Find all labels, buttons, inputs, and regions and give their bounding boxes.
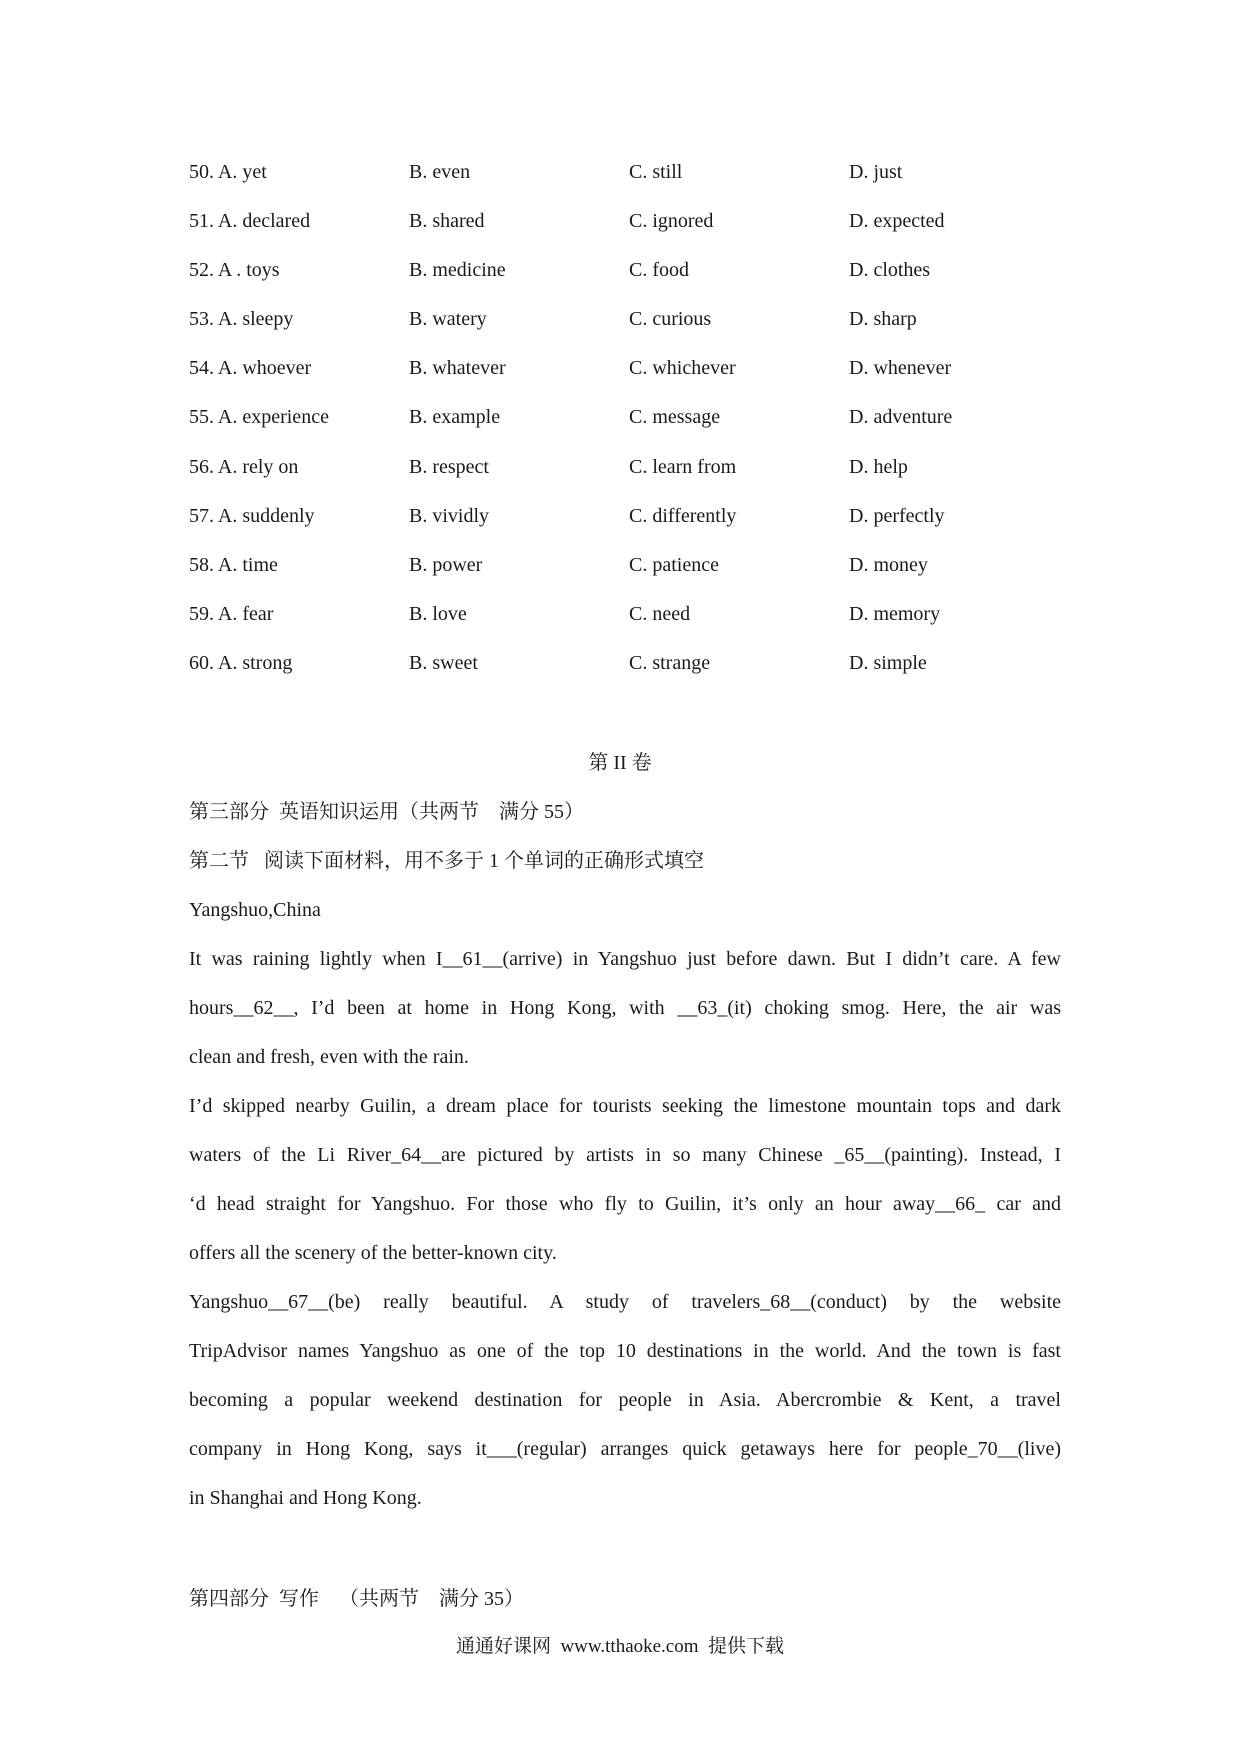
question-row [189,258,1069,307]
option-c: C. learn from [629,455,737,478]
option-d: D. whenever [849,357,952,380]
option-c: C. strange [629,651,711,674]
option-d: D. perfectly [849,504,945,527]
option-b: B. whatever [409,357,506,380]
passage-line: offers all the scenery of the better-known city. [189,1242,557,1264]
option-a: 55. A. experience [189,406,329,429]
passage-line: clean and fresh, even with the rain. [189,1046,469,1068]
option-d: D. money [849,553,928,576]
option-a: 53. A. sleepy [189,308,294,331]
option-b: B. watery [409,308,487,331]
option-b: B. love [409,602,467,625]
option-c: C. need [629,602,691,625]
option-c: C. ignored [629,210,714,233]
option-a: 52. A . toys [189,259,280,282]
question-row [189,160,1069,209]
passage-line: ‘d head straight for Yangshuo. For those who fly to Guilin, it’s only an hour away__66_ car and [189,1193,1061,1215]
volume-title: 第 II 卷 [588,752,652,774]
question-row [189,405,1069,454]
question-row [189,651,1069,700]
option-d: D. simple [849,651,927,674]
option-a: 60. A. strong [189,651,293,674]
option-c: C. food [629,259,689,282]
option-d: D. sharp [849,308,917,331]
option-c: C. whichever [629,357,736,380]
passage-line: in Shanghai and Hong Kong. [189,1487,422,1509]
option-a: 57. A. suddenly [189,504,315,527]
passage [189,935,1061,1523]
passage-line: It was raining lightly when I__61__(arrive) in Yangshuo just before dawn. But I didn’t care. A few [189,948,1061,970]
option-b: B. even [409,161,471,183]
part4-heading: 第四部分 写作 （共两节 满分 35） [189,1588,524,1610]
footer-watermark: 通通好课网 www.tthaoke.com 提供下载 [455,1636,785,1657]
answer-options [189,160,1069,700]
section2-heading: 第二节 阅读下面材料，用不多于 1 个单词的正确形式填空 [189,850,704,872]
option-b: B. sweet [409,651,478,674]
option-c: C. still [629,161,683,183]
question-row [189,455,1069,504]
question-row [189,602,1069,651]
option-c: C. curious [629,308,712,331]
option-a: 59. A. fear [189,602,274,625]
passage-line: becoming a popular weekend destination for people in Asia. Abercrombie & Kent, a travel [189,1389,1061,1411]
section-headings [189,788,1061,935]
option-a: 56. A. rely on [189,455,299,478]
option-c: C. message [629,406,721,429]
question-row [189,307,1069,356]
option-b: B. power [409,553,483,576]
option-b: B. shared [409,210,485,233]
option-d: D. expected [849,210,945,233]
question-row [189,553,1069,602]
option-c: C. differently [629,504,737,527]
passage-line: I’d skipped nearby Guilin, a dream place for tourists seeking the limestone mountain tops and dark [189,1095,1061,1117]
option-b: B. respect [409,455,489,478]
passage-line: hours__62__, I’d been at home in Hong Kong, with __63_(it) choking smog. Here, the air was [189,997,1061,1019]
option-c: C. patience [629,553,719,576]
option-a: 50. A. yet [189,161,267,183]
option-d: D. just [849,161,903,183]
passage-line: waters of the Li River_64__are pictured by artists in so many Chinese _65__(painting). Instead, I [189,1144,1061,1166]
option-d: D. memory [849,602,941,625]
part3-heading: 第三部分 英语知识运用（共两节 满分 55） [189,801,584,823]
option-a: 54. A. whoever [189,357,312,380]
passage-line: TripAdvisor names Yangshuo as one of the top 10 destinations in the world. And the town is fast [189,1340,1061,1362]
option-b: B. example [409,406,501,429]
passage-line: company in Hong Kong, says it___(regular) arranges quick getaways here for people_70__(live) [189,1438,1061,1460]
question-row [189,356,1069,405]
option-d: D. clothes [849,259,931,282]
option-a: 58. A. time [189,553,278,576]
option-d: D. help [849,455,908,478]
option-a: 51. A. declared [189,210,311,233]
passage-title: Yangshuo,China [189,899,321,921]
option-b: B. vividly [409,504,490,527]
question-row [189,209,1069,258]
option-b: B. medicine [409,259,506,282]
question-row [189,504,1069,553]
passage-line: Yangshuo__67__(be) really beautiful. A study of travelers_68__(conduct) by the website [189,1291,1061,1313]
option-d: D. adventure [849,406,953,429]
